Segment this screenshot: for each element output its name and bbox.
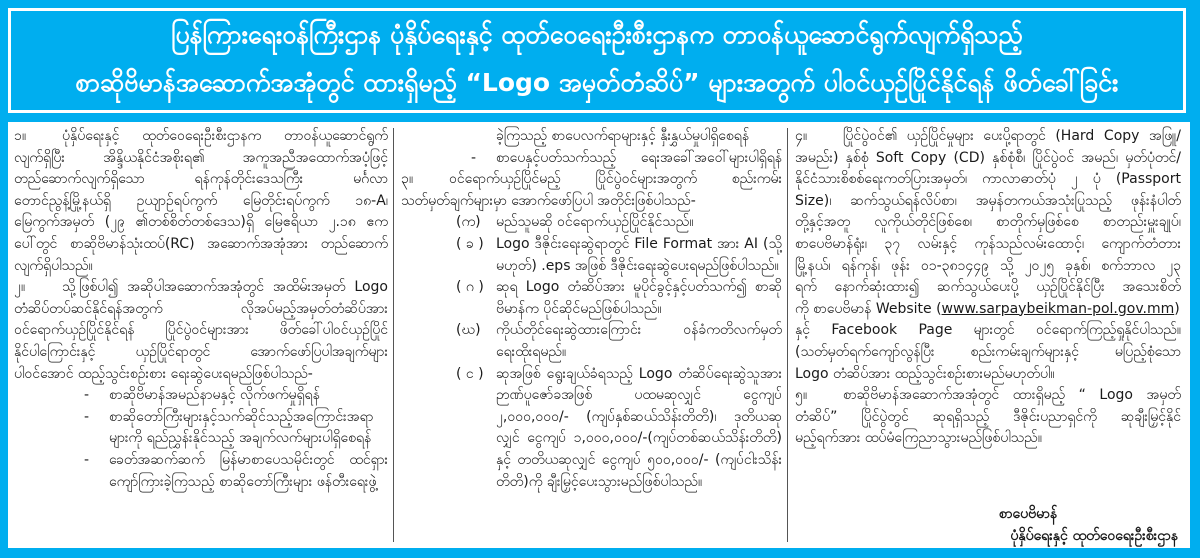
text-line: သတ်မှတ်ချက်များမှာ အောက်ဖော်ပြပါ အတိုင်းဖြစ်ပါသည်- (401, 192, 696, 209)
text-line: လျက်ရှိပါသည်။ (14, 257, 93, 274)
text-line: Size)၊ ဆက်သွယ်ရန်လိပ်စာ၊ အမှန်တကယ်အသုံးပြုသည့် ဖုန်းနံပါတ် (795, 192, 1181, 209)
text-line: တိတိ)ကို ချီးမြှင့်ပေးသွားမည်ဖြစ်ပါသည်။ (496, 473, 703, 490)
text-line: များကို ရည်ညွှန်းနိုင်သည့် အချက်လက်များပါရှိစေရန် (109, 430, 372, 447)
text-line: စာဆိုဗိမာန်အမည်နာမနှင့် လိုက်ဖက်မှုရှိရန် (109, 387, 320, 404)
text-line: (သတ်မှတ်ရက်ကျော်လွန်ပြီး စည်းကမ်းချက်များနှင့် မပြည့်စုံသော (795, 344, 1181, 360)
text-line: ဝင်ရောက်ယှဉ်ပြိုင်မည့် ပြိုင်ပွဲဝင်များအတွက် စည်းကမ်း (449, 171, 782, 188)
text-line: စာဆိုဗိမာန်အဆောက်အအုံတွင် ထားရှိမည့် “ Logo အမှတ် (843, 387, 1181, 404)
text-line: မည်သူမဆို ဝင်ရောက်ယှဉ်ပြိုင်နိုင်သည်။ (496, 214, 694, 231)
list-marker: (က) (456, 214, 481, 231)
text-line: ဗိမာန်က ပိုင်ဆိုင်မည်ဖြစ်ပါသည်။ (496, 300, 662, 317)
text-line: နိုင်ငံသားစိစစ်ရေးကတ်ပြားအမှတ်၊ ကာလာဓာတ်ပုံ ၂ ပုံ (Passport (795, 171, 1181, 188)
text-line: လျက်ရှိပြီး အိန္ဒိယနိုင်ငံအစိုးရ၏ အကူအညီအထောက်အပံ့ဖြင့် (14, 149, 388, 166)
text-line: ဝင်ရောက်ယှဉ်ပြိုင်နိုင်ရန် ပြိုင်ပွဲဝင်များအား ဖိတ်ခေါ်ပါဝင်ယှဉ်ပြိုင် (14, 322, 388, 339)
text-line: ရေးထိုးရမည်။ (496, 344, 567, 360)
list-marker: (ဃ) (456, 322, 481, 339)
title-line-1: ပြန်ကြားရေးဝန်ကြီးဌာန ပုံနှိပ်ရေးနှင့် ထုတ်ဝေရေးဦးစီးဌာနက တာဝန်ယူဆောင်ရွက်လျက်ရှိသည့် (171, 20, 1023, 49)
bullet-dash: - (471, 149, 477, 166)
text-line: ခေတ်အဆက်ဆက် မြန်မာစာပေသမိုင်းတွင် ထင်ရှား (109, 452, 388, 468)
text-line: စာပေဗိမာန်ရုံး၊ ၃၇ လမ်းနှင့် ကုန်သည်လမ်းထောင့်၊ ကျောက်တံတား (795, 236, 1181, 252)
text-line: တည်ဆောက်လျက်ရှိသော ရန်ကုန်တိုင်းဒေသကြီး မင်္ဂလာ (14, 171, 388, 188)
text-line: နှင့် Facebook Page များတွင် ဝင်ရောက်ကြည့်ရှုနိုင်ပါသည်။ (795, 322, 1181, 339)
paragraph-number: ၄။ (795, 128, 808, 144)
text-line: ဉာဏ်ပူဇော်ခအဖြစ် ပထမဆုလျှင် ငွေကျပ် (496, 387, 782, 404)
column-3 (795, 126, 1181, 546)
text-line: ပါဝင်အောင် ထည့်သွင်းစဉ်းစား ရေးဆွဲပေးရမည်ဖြစ်ပါသည်- (14, 365, 313, 382)
column-divider (787, 128, 788, 542)
bullet-dash: - (84, 452, 90, 468)
title-line-2: စာဆိုဗိမာန်အဆောက်အအုံတွင် ထားရှိမည့် “Logo အမှတ်တံဆိပ်” များအတွက် ပါဝင်ယှဉ်ပြိုင်နိုင်ရန် ဖိတ်ခေါ်ခြင်း (75, 68, 1119, 97)
text-line: Logo ဒီဇိုင်းရေးဆွဲရာတွင် File Format အား AI (သို့ (496, 236, 782, 252)
text-line (795, 299, 1181, 320)
text-line: စာဆိုတော်ကြီးများနှင့်သက်ဆိုင်သည့်အကြောင်းအရာ (109, 408, 374, 425)
text-line: ဆုအဖြစ် ရွေးချယ်ခံရသည့် Logo တံဆိပ်ရေးဆွဲသူအား (496, 365, 782, 382)
text-line: မည့်ရက်အား ထပ်မံကြေညာသွားမည်ဖြစ်ပါသည်။ (795, 430, 1042, 447)
text-line: နှင့် တတိယဆုလျှင် ငွေကျပ် ၅၀၀,၀၀၀/- (ကျပ်ငါးသိန်း (496, 452, 782, 468)
text-line: တို့နှင့်အတူ လူကိုယ်တိုင်ဖြစ်စေ၊ စာတိုက်မှဖြစ်စေ စာတည်းမှူးချုပ်၊ (795, 214, 1181, 231)
signature-org: စာပေဗိမာန် (998, 506, 1058, 522)
announcement-header (8, 8, 1186, 113)
text-line: နိုင်ပါကြောင်းနှင့် ယှဉ်ပြိုင်ရာတွင် အောက်ဖော်ပြပါအချက်များ (14, 344, 388, 360)
text-line: ကျော်ကြားခဲ့ကြသည့် စာဆိုတော်ကြီးများ ဖန်တီးရေးဖွဲ့ (109, 473, 377, 490)
text-line-part: ကို စာပေဗိမာန် Website ( (795, 300, 942, 317)
text-line: ပုံနှိပ်ရေးနှင့် ထုတ်ဝေရေးဦးစီးဌာနက တာဝန်ယူဆောင်ရွက် (62, 128, 388, 144)
website-link[interactable]: www.sarpaybeikman-pol.gov.mm (941, 300, 1175, 317)
text-line: ပေါ်တွင် စာဆိုဗိမာန်သုံးထပ်(RC) အဆောက်အအုံအား တည်ဆောက် (14, 236, 388, 252)
text-line: စာပေနှင့်ပတ်သက်သည့် ရေးအခေါ်အဝေါ်များပါရှိရန် (496, 149, 782, 166)
text-line: သို့ဖြစ်ပါ၍ အဆိုပါအဆောက်အအုံတွင် အထိမ်းအမှတ် Logo (62, 279, 388, 296)
text-line: ပြိုင်ပွဲဝင်၏ ယှဉ်ပြိုင်မှုများ ပေးပို့ရာတွင် (Hard Copy အဖြူ/ (843, 128, 1181, 144)
text-line: ဆုရ Logo တံဆိပ်အား မူပိုင်ခွင့်နှင့်ပတ်သက်၍ စာဆို (496, 279, 782, 296)
text-line: တောင်ညွန့်မြို့နယ်ရှိ ဥယျာဉ်ရပ်ကွက် မြေတိုင်းရပ်ကွက် ၁၈-A၊ (14, 192, 388, 209)
text-line: မြို့နယ်၊ ရန်ကုန်၊ ဖုန်း ၀၁-၃၈၁၄၄၉ သို့ ၂၀၂၅ ခုနှစ်၊ စက်ဘာလ ၂၃ (795, 257, 1181, 274)
bullet-dash: - (84, 408, 90, 425)
text-line: မဟုတ်) .eps အဖြစ် ဒီဇိုင်းရေးဆွဲပေးရမည်ဖြစ်ပါသည်။ (496, 257, 779, 274)
bullet-dash: - (84, 387, 90, 404)
paragraph-number: ၃။ (401, 171, 414, 188)
signature-department: ပုံနှိပ်ရေးနှင့် ထုတ်ဝေရေးဦးစီးဌာန (1010, 528, 1178, 544)
text-line: ကိုယ်တိုင်ရေးဆွဲထားကြောင်း ဝန်ခံကတိလက်မှတ် (496, 322, 782, 339)
text-line-part: ) (1174, 300, 1180, 317)
text-line: တံဆိပ်တပ်ဆင်နိုင်ရန်အတွက် လိုအပ်မည့်အမှတ်တံဆိပ်အား (14, 300, 388, 317)
paragraph-number: ၁။ (14, 128, 27, 144)
paragraph-number: ၅။ (795, 387, 808, 404)
column-divider (393, 128, 394, 542)
column-2 (401, 126, 782, 546)
text-line: အမည်း) နှစ်စုံ Soft Copy (CD) နှစ်စုံစီ၊ ပြိုင်ပွဲဝင် အမည်၊ မှတ်ပုံတင်/ (795, 149, 1181, 166)
list-marker: ( င ) (456, 365, 484, 382)
text-line: မြေကွက်အမှတ် (၂၉ ၏တစ်စိတ်တစ်ဒေသ)ရှိ မြေဧရိယာ ၂.၁၈ ဧက (14, 214, 388, 231)
announcement-body (8, 122, 1190, 548)
list-marker: ( ခ ) (456, 236, 484, 252)
column-1 (14, 126, 388, 546)
text-line: တံဆိပ်” ပြိုင်ပွဲတွင် ဆုရရှိသည့် ဒီဇိုင်းပညာရှင်ကို ဆုချီးမြှင့်နိုင် (795, 408, 1181, 425)
text-line: ရက် နောက်ဆုံးထား၍ ဆက်သွယ်ပေးပို့ ယှဉ်ပြိုင်နိုင်ပြီး အသေးစိတ် (795, 279, 1181, 296)
paragraph-number: ၂။ (14, 279, 26, 296)
text-line: လျှင် ငွေကျပ် ၁,၀၀၀,၀၀၀/-(ကျပ်တစ်ဆယ်သိန်းတိတိ) (496, 430, 782, 447)
text-line: ခဲ့ကြသည့် စာပေလက်ရာများနှင့် နှီးနွှယ်မှုပါရှိစေရန် (496, 128, 750, 144)
list-marker: ( ဂ ) (456, 279, 484, 296)
text-line: Logo တံဆိပ်အား ထည့်သွင်းစဉ်းစားမည်မဟုတ်ပါ။ (795, 365, 1055, 382)
text-line: ၂,၀၀၀,၀၀၀/- (ကျပ်နှစ်ဆယ်သိန်းတိတိ)၊ ဒုတိယဆု (496, 408, 782, 425)
